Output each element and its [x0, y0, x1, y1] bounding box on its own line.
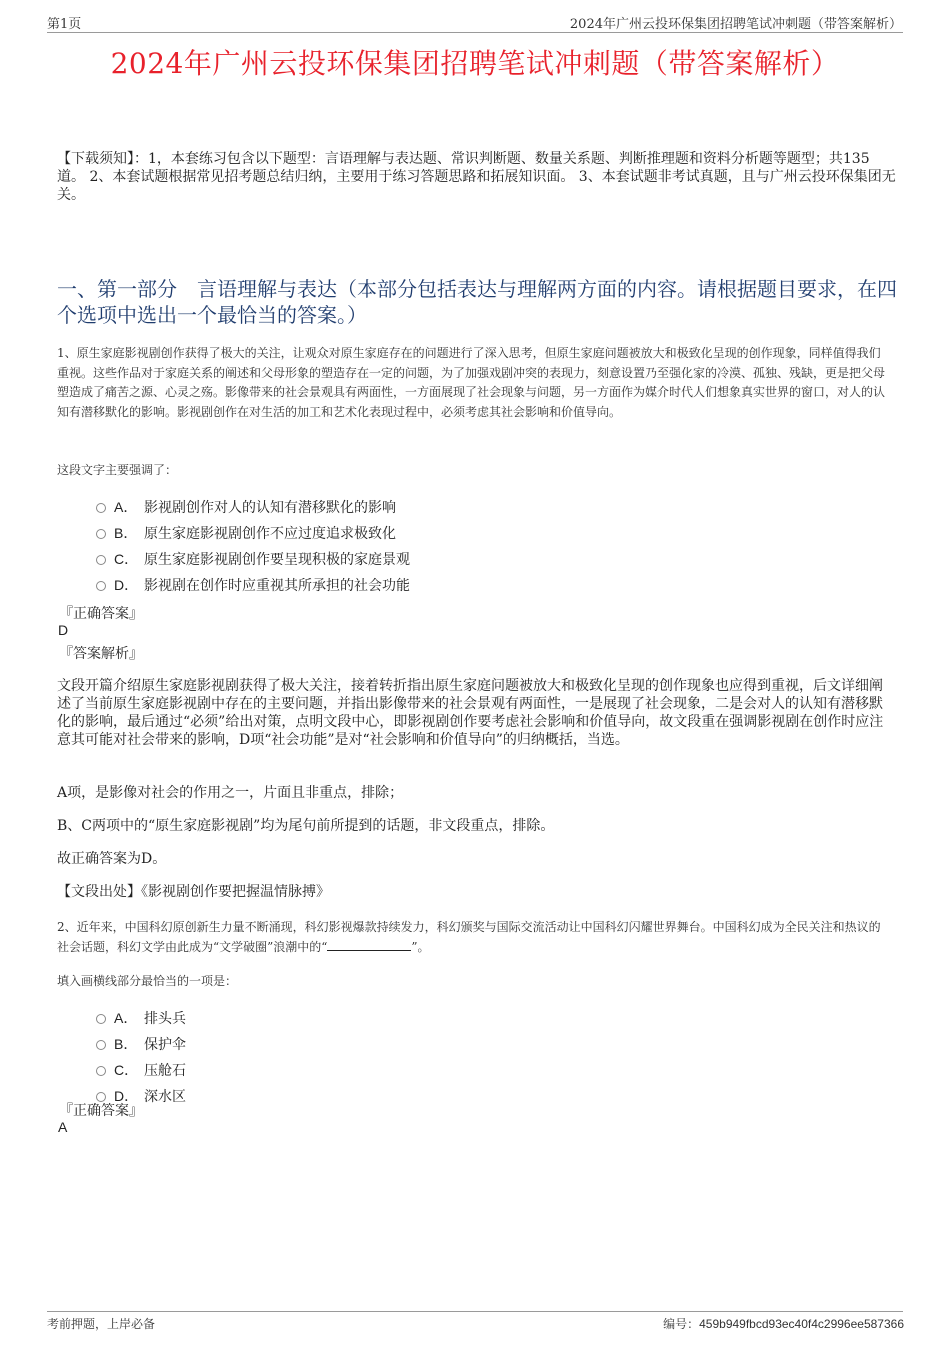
- q2-option-c[interactable]: C． 压舱石: [96, 1060, 186, 1080]
- question-1-text: 1、原生家庭影视剧创作获得了极大的关注，让观众对原生家庭存在的问题进行了深入思考，但原生家庭问题被放大和极致化呈现的创作现象，同样值得我们重视。这些作品对于家庭关系的阐述和父母形象的塑造存在一定的问题，为了加强戏剧冲突的表现力，刻意设置乃至强化家的冷漠、孤独、残缺，更是把父母塑造成了痛苦之源、心灵之殇。影像带来的社会景观具有两面性，一方面展现了社会现象与问题，另一方面作为媒介时代人们想象真实世界的窗口，对人的认知有潜移默化的影响。影视剧创作在对生活的加工和艺术化表现过程中，必须考虑其社会影响和价值导向。: [57, 346, 886, 419]
- section-heading: 一、第一部分 言语理解与表达（本部分包括表达与理解两方面的内容。请根据题目要求，在四个选项中选出一个最恰当的答案。）: [57, 277, 897, 327]
- q1-source: 【文段出处】《影视剧创作要把握温情脉搏》: [57, 884, 330, 900]
- radio-icon[interactable]: [96, 529, 106, 539]
- download-notice: 【下载须知】：1，本套练习包含以下题型：言语理解与表达题、常识判断题、数量关系题、判断推理题和资料分析题等题型；共135道。 2、本套试题根据常见招考题总结归纳，主要用于练习答题思路和拓展知识面。 3、本套试题非考试真题，且与广州云投环保集团无关。: [57, 151, 896, 203]
- q1-analysis-label: 『答案解析』: [59, 646, 143, 662]
- header-divider: [47, 32, 903, 33]
- q1-option-c[interactable]: C． 原生家庭影视剧创作要呈现积极的家庭景观: [96, 549, 410, 569]
- q1-answer-label: 『正确答案』: [59, 606, 143, 622]
- radio-icon[interactable]: [96, 1066, 106, 1076]
- q1-analysis-paragraph: 故正确答案为D。: [57, 851, 167, 867]
- q2-answer: A: [58, 1119, 68, 1135]
- radio-icon[interactable]: [96, 555, 106, 565]
- q1-analysis-paragraph: 文段开篇介绍原生家庭影视剧获得了极大关注，接着转折指出原生家庭问题被放大和极致化呈现的创作现象也应得到重视，后文详细阐述了当前原生家庭影视剧中存在的主要问题，并指出影像带来的社会景观有两面性，一是展现了社会现象，二是会对人的认知有潜移默化的影响，最后通过“必须”给出对策，点明文段中心，即影视剧创作要考虑社会影响和价值导向，故文段重在强调影视剧在创作时应注意其可能对社会带来的影响，D项“社会功能”是对“社会影响和价值导向”的归纳概括，当选。: [57, 678, 884, 748]
- question-1-stem: 这段文字主要强调了：: [57, 463, 178, 477]
- question-2-text: 2、近年来，中国科幻原创新生力量不断涌现，科幻影视爆款持续发力，科幻颁奖与国际交流活动让中国科幻闪耀世界舞台。中国科幻成为全民关注和热议的社会话题，科幻文学由此成为“文学破圈”浪潮中的“ ”。: [57, 920, 881, 954]
- q2-option-d[interactable]: D． 深水区: [96, 1086, 186, 1106]
- radio-icon[interactable]: [96, 503, 106, 513]
- page-number: 第1页: [47, 17, 82, 32]
- footer-slogan: 考前押题，上岸必备: [47, 1317, 156, 1331]
- footer-code: 编号：459b949fbcd93ec40f4c2996ee587366: [663, 1317, 904, 1331]
- q1-option-d[interactable]: D． 影视剧在创作时应重视其所承担的社会功能: [96, 575, 410, 595]
- radio-icon[interactable]: [96, 1040, 106, 1050]
- q2-option-a[interactable]: A． 排头兵: [96, 1008, 186, 1028]
- q1-analysis-paragraph: A项，是影像对社会的作用之一，片面且非重点，排除；: [57, 785, 404, 801]
- q1-analysis-paragraph: B、C两项中的“原生家庭影视剧”均为尾句前所提到的话题，非文段重点，排除。: [57, 818, 555, 834]
- q2-answer-label: 『正确答案』: [59, 1103, 143, 1119]
- document-title: 2024年广州云投环保集团招聘笔试冲刺题（带答案解析）: [110, 47, 840, 80]
- fill-in-blank: [327, 938, 411, 951]
- q1-option-b[interactable]: B． 原生家庭影视剧创作不应过度追求极致化: [96, 523, 396, 543]
- q1-option-a[interactable]: A． 影视剧创作对人的认知有潜移默化的影响: [96, 497, 396, 517]
- radio-icon[interactable]: [96, 1014, 106, 1024]
- radio-icon[interactable]: [96, 581, 106, 591]
- q1-answer: D: [58, 622, 69, 638]
- running-title: 2024年广州云投环保集团招聘笔试冲刺题（带答案解析）: [569, 17, 902, 32]
- question-2-stem: 填入画横线部分最恰当的一项是：: [57, 974, 238, 988]
- q2-option-b[interactable]: B． 保护伞: [96, 1034, 186, 1054]
- footer-divider: [47, 1311, 903, 1312]
